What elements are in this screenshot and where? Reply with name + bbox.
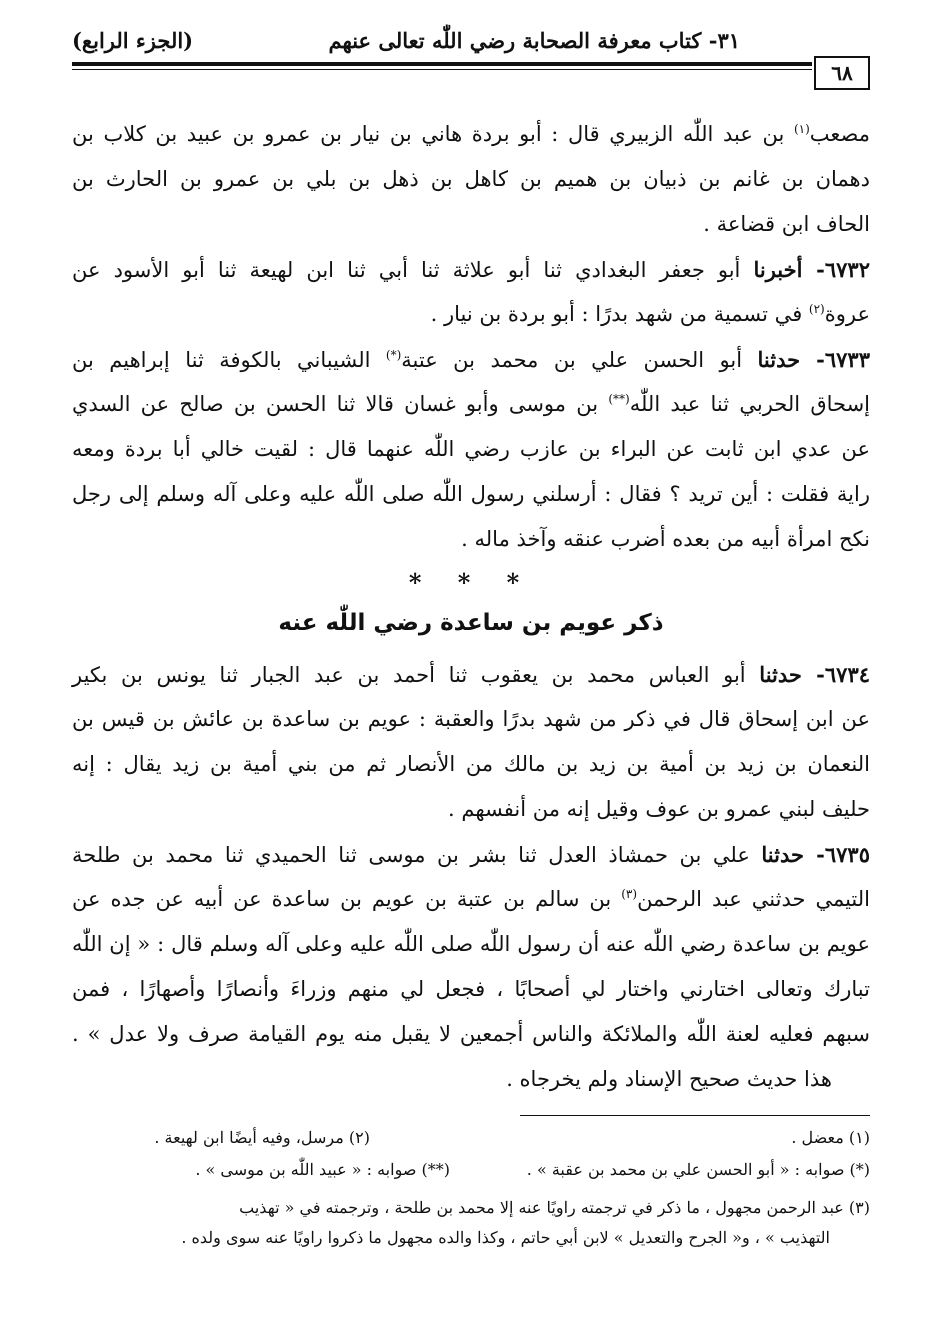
text-fragment: أبو جعفر البغدادي ثنا أبو علاثة ثنا أبي ثنا ابن لهيعة ثنا أبو الأسود عن bbox=[72, 258, 754, 282]
footnote-1: (١) معضل . bbox=[791, 1128, 870, 1147]
text-fragment: في تسمية من شهد بدرًا : أبو بردة بن نيار . bbox=[430, 302, 809, 326]
hadith-6735-line bbox=[72, 832, 870, 877]
text-fragment: التيمي حدثني عبد الرحمن bbox=[637, 887, 871, 911]
footnote-ref: (٢) bbox=[808, 302, 825, 316]
footnote-row bbox=[72, 1128, 870, 1154]
main-text-lower bbox=[72, 652, 870, 1102]
chapter-title: ٣١- كتاب معرفة الصحابة رضي اللّٰه تعالى عنهم bbox=[328, 28, 740, 53]
text-line: النعمان بن زيد بن أمية بن زيد بن مالك من الأنصار ثم من بني أمية بن زيد يقال : إنه bbox=[72, 752, 870, 776]
hadith-number: ٦٧٣٢- bbox=[816, 257, 870, 282]
text-fragment: علي بن حمشاذ العدل ثنا بشر بن موسى ثنا الحميدي ثنا محمد بن طلحة bbox=[72, 843, 762, 867]
text-line: تبارك وتعالى اختارني واختار لي أصحابًا ، فجعل لي منهم وزراءَ وأنصارًا وأصهارًا ، فمن bbox=[72, 977, 870, 1001]
hadith-number: ٦٧٣٥- bbox=[816, 842, 870, 867]
hadith-keyword: حدثنا bbox=[759, 662, 817, 687]
header-rule-thick bbox=[72, 62, 812, 66]
section-heading: ذكر عويم بن ساعدة رضي اللّٰه عنه bbox=[278, 610, 664, 636]
hadith-number: ٦٧٣٣- bbox=[816, 347, 870, 372]
text-line: سبهم فعليه لعنة اللّٰه والملائكة والناس أجمعين لا يقبل منه يوم القيامة صرف ولا عدل » . bbox=[72, 1022, 870, 1046]
footnote-ref: (*) bbox=[385, 348, 402, 362]
text-line: عويم بن ساعدة رضي اللّٰه عنه أن رسول اللّٰه صلى اللّٰه عليه وعلى آله وسلم قال : « إن اللّٰه bbox=[72, 932, 870, 956]
text-line: هذا حديث صحيح الإسناد ولم يخرجاه . bbox=[506, 1067, 832, 1091]
text-fragment: بن سالم بن عتبة بن عويم بن ساعدة عن أبيه عن جده عن bbox=[72, 887, 622, 911]
main-text-upper bbox=[72, 112, 870, 562]
footnote-2: (٢) مرسل، وفيه أيضًا ابن لهيعة . bbox=[154, 1128, 370, 1147]
text-fragment: بن عبد اللّٰه الزبيري قال : أبو بردة هاني بن نيار بن عمرو بن عبيد بن كلاب بن bbox=[72, 122, 794, 146]
footnote-star: (*) صوابه : « أبو الحسن علي بن محمد بن عقبة » . bbox=[526, 1160, 870, 1179]
footnote-doublestar: (**) صوابه : « عبيد اللّٰه بن موسى » . bbox=[195, 1160, 450, 1179]
footnote-ref: (١) bbox=[793, 122, 810, 136]
text-line: نكح امرأة أبيه من بعده أضرب عنقه وآخذ ماله . bbox=[461, 527, 870, 551]
text-line bbox=[72, 112, 870, 157]
section-separator: * * * bbox=[408, 568, 534, 597]
text-fragment: مصعب bbox=[809, 122, 870, 146]
text-line: الحاف ابن قضاعة . bbox=[703, 212, 870, 236]
text-fragment: الشيباني بالكوفة ثنا إبراهيم بن bbox=[72, 348, 386, 372]
text-line bbox=[72, 877, 870, 922]
hadith-6732-line bbox=[72, 247, 870, 292]
footnote-ref: (**) bbox=[608, 392, 630, 406]
text-line bbox=[72, 382, 870, 427]
text-fragment: عروة bbox=[824, 302, 870, 326]
hadith-6733-line bbox=[72, 337, 870, 382]
hadith-keyword: حدثنا bbox=[761, 842, 817, 867]
footnote-3: (٣) عبد الرحمن مجهول ، ما ذكر في ترجمته راويًا عنه إلا محمد بن طلحة ، وترجمته في « تهذيب bbox=[239, 1198, 870, 1217]
volume-label: (الجزء الرابع) bbox=[72, 28, 194, 53]
footnote-ref: (٣) bbox=[621, 887, 638, 901]
footnote-row bbox=[72, 1160, 870, 1186]
header-rule-thin bbox=[72, 69, 812, 70]
hadith-number: ٦٧٣٤- bbox=[816, 662, 871, 687]
text-fragment: إسحاق الحربي ثنا عبد اللّٰه bbox=[629, 392, 870, 416]
text-fragment: أبو الحسن علي بن محمد بن عتبة bbox=[401, 348, 758, 372]
page-number: ٦٨ bbox=[814, 56, 870, 90]
footnote-3-cont: التهذيب » ، و« الجرح والتعديل » لابن أبي حاتم ، وكذا والده مجهول ما ذكروا راويًا عنه سوى ولده . bbox=[181, 1228, 830, 1247]
text-line: دهمان بن غانم بن ذبيان بن هميم بن كاهل بن ذهل بن بلي بن عمرو بن الحارث بن bbox=[72, 167, 870, 191]
hadith-6734-line bbox=[72, 652, 870, 697]
text-line: عن عدي ابن ثابت عن البراء بن عازب رضي اللّٰه عنهما قال : لقيت خالي أبا بردة ومعه bbox=[72, 437, 870, 461]
text-fragment: بن موسى وأبو غسان قالا ثنا الحسن بن صالح عن السدي bbox=[72, 392, 609, 416]
hadith-keyword: أخبرنا bbox=[753, 257, 817, 282]
text-line: راية فقلت : أين تريد ؟ فقال : أرسلني رسول اللّٰه صلى اللّٰه عليه وعلى آله وسلم إلى رجل bbox=[72, 482, 870, 506]
hadith-keyword: حدثنا bbox=[757, 347, 817, 372]
text-fragment: أبو العباس محمد بن يعقوب ثنا أحمد بن عبد الجبار ثنا يونس بن بكير bbox=[72, 663, 760, 687]
footnote-rule bbox=[520, 1115, 870, 1116]
text-line bbox=[72, 292, 870, 337]
text-line: عن ابن إسحاق قال في ذكر من شهد بدرًا والعقبة : عويم بن ساعدة بن عائش بن قيس بن bbox=[72, 707, 870, 731]
text-line: حليف لبني عمرو بن عوف وقيل إنه من أنفسهم . bbox=[448, 797, 870, 821]
running-header bbox=[72, 28, 870, 62]
